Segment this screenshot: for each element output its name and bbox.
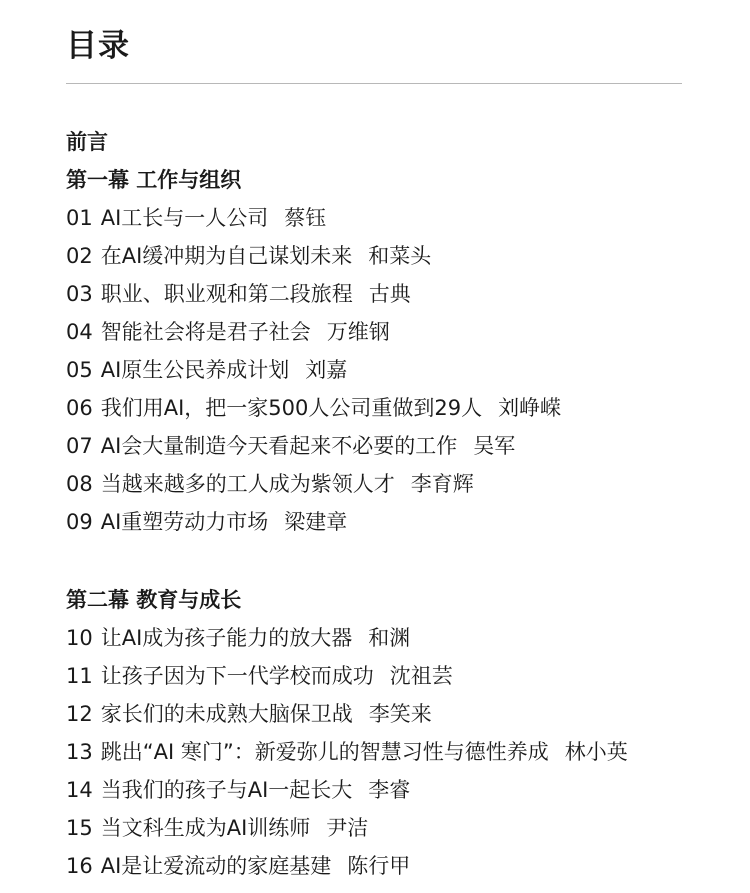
toc-entry[interactable] — [66, 237, 736, 275]
entry-number: 11 — [66, 664, 93, 688]
entry-number: 05 — [66, 358, 93, 382]
act-1-heading: 第一幕 工作与组织 — [66, 168, 242, 192]
entry-title: AI工长与一人公司 — [100, 206, 269, 230]
entry-number: 01 — [66, 206, 93, 230]
entry-author: 和菜头 — [368, 244, 432, 268]
title-divider — [66, 83, 682, 84]
entry-title: 让AI成为孩子能力的放大器 — [100, 626, 353, 650]
entry-author: 陈行甲 — [347, 854, 411, 878]
table-of-contents — [66, 123, 736, 885]
toc-entry[interactable] — [66, 733, 736, 771]
act-2-heading: 第二幕 教育与成长 — [66, 588, 242, 612]
entry-author: 尹洁 — [326, 816, 369, 840]
toc-entry[interactable] — [66, 199, 736, 237]
entry-author: 古典 — [368, 282, 411, 306]
preface-link[interactable]: 前言 — [66, 130, 108, 154]
entry-title: AI原生公民养成计划 — [100, 358, 290, 382]
toc-entry[interactable] — [66, 427, 736, 465]
entry-title: 我们用AI，把一家500人公司重做到29人 — [100, 396, 483, 420]
entry-title: 当越来越多的工人成为紫领人才 — [100, 472, 395, 496]
entry-number: 08 — [66, 472, 93, 496]
entry-title: 职业、职业观和第二段旅程 — [100, 282, 353, 306]
toc-entry[interactable] — [66, 389, 736, 427]
entry-author: 李育辉 — [410, 472, 474, 496]
entry-number: 12 — [66, 702, 93, 726]
toc-entry[interactable] — [66, 809, 736, 847]
entry-author: 沈祖芸 — [389, 664, 453, 688]
entry-title: 跳出“AI 寒门”：新爱弥儿的智慧习性与德性养成 — [100, 740, 549, 764]
toc-entry[interactable] — [66, 503, 736, 541]
entry-author: 林小英 — [564, 740, 628, 764]
section-spacer — [66, 541, 736, 581]
toc-entry[interactable] — [66, 465, 736, 503]
entry-number: 16 — [66, 854, 93, 878]
entry-author: 和渊 — [368, 626, 411, 650]
entry-author: 梁建章 — [284, 510, 348, 534]
entry-title: 让孩子因为下一代学校而成功 — [100, 664, 374, 688]
entry-title: AI是让爱流动的家庭基建 — [100, 854, 332, 878]
page-title: 目录 — [66, 28, 130, 64]
entry-number: 10 — [66, 626, 93, 650]
entry-number: 14 — [66, 778, 93, 802]
entry-title: 当文科生成为AI训练师 — [100, 816, 311, 840]
entry-number: 02 — [66, 244, 93, 268]
entry-author: 刘嘉 — [305, 358, 348, 382]
entry-title: 在AI缓冲期为自己谋划未来 — [100, 244, 353, 268]
entry-author: 蔡钰 — [284, 206, 327, 230]
entry-author: 万维钢 — [326, 320, 390, 344]
entry-number: 15 — [66, 816, 93, 840]
entry-title: 家长们的未成熟大脑保卫战 — [100, 702, 353, 726]
toc-entry[interactable] — [66, 313, 736, 351]
entry-author: 刘峥嵘 — [498, 396, 562, 420]
entry-title: AI重塑劳动力市场 — [100, 510, 269, 534]
toc-entry[interactable] — [66, 657, 736, 695]
entry-number: 13 — [66, 740, 93, 764]
entry-title: 当我们的孩子与AI一起长大 — [100, 778, 353, 802]
entry-author: 吴军 — [473, 434, 516, 458]
entry-title: AI会大量制造今天看起来不必要的工作 — [100, 434, 458, 458]
entry-title: 智能社会将是君子社会 — [100, 320, 311, 344]
toc-entry[interactable] — [66, 351, 736, 389]
toc-entry[interactable] — [66, 847, 736, 885]
entry-author: 李笑来 — [368, 702, 432, 726]
entry-number: 03 — [66, 282, 93, 306]
toc-entry[interactable] — [66, 695, 736, 733]
toc-entry[interactable] — [66, 275, 736, 313]
toc-entry[interactable] — [66, 771, 736, 809]
toc-entry[interactable] — [66, 619, 736, 657]
entry-number: 04 — [66, 320, 93, 344]
entry-number: 06 — [66, 396, 93, 420]
entry-author: 李睿 — [368, 778, 411, 802]
entry-number: 07 — [66, 434, 93, 458]
entry-number: 09 — [66, 510, 93, 534]
